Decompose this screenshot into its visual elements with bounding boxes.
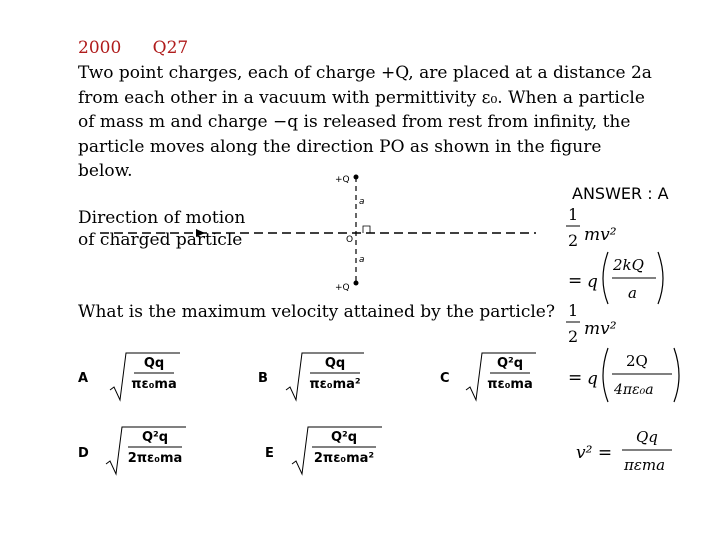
bottom-charge-dot	[354, 281, 359, 286]
option-d-denominator: 2πε₀ma	[127, 451, 183, 466]
question-number: Q27	[152, 38, 189, 58]
direction-label-line: Direction of motion	[78, 208, 246, 228]
answer-working	[560, 200, 700, 480]
question-line: of mass m and charge −q is released from rest from infinity, the	[78, 112, 631, 132]
question-year: 2000	[78, 38, 122, 58]
option-a-root[interactable]	[108, 350, 180, 402]
option-a-letter: A	[78, 371, 89, 386]
top-charge-label: +Q	[335, 175, 350, 185]
option-d-letter: D	[78, 446, 89, 461]
svg-text:=: =	[568, 271, 583, 291]
answer-title: ANSWER : A	[572, 184, 669, 203]
question-line: particle moves along the direction PO as shown in the figure	[78, 136, 602, 157]
option-a-denominator: πε₀ma	[131, 377, 177, 392]
final-lhs: v² =	[576, 443, 613, 463]
question-line: from each other in a vacuum with permittivity ε₀. When a particle	[78, 87, 645, 108]
option-b-root[interactable]	[284, 350, 364, 402]
half-denominator: 2	[568, 231, 579, 250]
top-distance-label: a	[359, 197, 365, 207]
option-b-denominator: πε₀ma²	[309, 377, 361, 392]
option-e-letter: E	[265, 446, 274, 461]
origin-label: O	[346, 235, 354, 245]
option-a-numerator: Qq	[143, 356, 165, 371]
option-c-letter: C	[440, 371, 450, 386]
final-denominator: πεma	[624, 456, 666, 474]
eq2-charge: q	[587, 369, 598, 389]
option-c-root[interactable]	[464, 350, 536, 402]
right-angle-mark	[363, 226, 370, 233]
final-numerator: Qq	[636, 428, 658, 446]
eq1-charge: q	[587, 272, 598, 292]
eq1-numerator: 2kQ	[613, 256, 644, 274]
bottom-distance-label: a	[359, 255, 365, 265]
question-line: Two point charges, each of charge +Q, are placed at a distance 2a	[78, 63, 652, 83]
direction-label	[78, 207, 245, 251]
option-c-denominator: πε₀ma	[487, 377, 533, 392]
half-numerator: 1	[568, 205, 579, 224]
direction-label-line: of charged particle	[78, 230, 243, 250]
bottom-charge-label: +Q	[335, 283, 350, 293]
max-velocity-question: What is the maximum velocity attained by the particle?	[78, 302, 555, 322]
eq1-denominator: a	[628, 284, 637, 302]
option-b-numerator: Qq	[324, 356, 346, 371]
top-charge-dot	[354, 175, 359, 180]
question-line: below.	[78, 161, 133, 181]
kinetic-term: mv²	[584, 225, 617, 245]
eq2-numerator: 2Q	[626, 352, 648, 370]
option-d-numerator: Q²q	[141, 430, 169, 445]
eq2-denominator: 4πε₀a	[614, 382, 654, 398]
option-e-numerator: Q²q	[330, 430, 358, 445]
half-numerator-2: 1	[568, 301, 579, 320]
half-denominator-2: 2	[568, 327, 579, 346]
svg-text:=: =	[568, 368, 583, 388]
option-e-denominator: 2πε₀ma²	[313, 451, 375, 466]
kinetic-term-2: mv²	[584, 319, 617, 339]
option-b-letter: B	[258, 371, 268, 386]
option-d-root[interactable]	[104, 424, 186, 476]
option-e-root[interactable]	[290, 424, 382, 476]
option-c-numerator: Q²q	[496, 356, 524, 371]
